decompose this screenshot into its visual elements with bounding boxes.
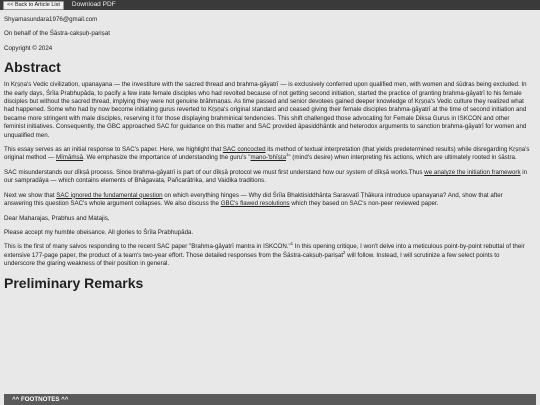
text-span: on which everything hinges — Why did Śrīla Bhaktisiddhānta Sarasvatī Ṭhākura introduce upanayana? And, show that after answering this question SAC's whole argument collapses. We also discuss the [4,191,503,208]
sac-concocted-link[interactable]: SAC concocted [222,146,266,154]
abstract-heading: Abstract [4,59,61,76]
text-span: This is the first of many salvos responding to the recent SAC paper "Brahma-gāyatrī mantra in ISKCON." [4,243,291,251]
mimamsa-link[interactable]: Mīmāṁsā [55,154,84,162]
behalf-line: On behalf of the Śāstra-cakṣuḥ-pariṣat [4,30,110,38]
obeisance-line: Please accept my humble obeisance. All glories to Śrīla Prabhupāda. [4,228,194,236]
text-span: will follow. Instead, I will scrutinize a few select points to underscore the glaring weakness of their position in general. [4,251,500,268]
author-email: Shyamasundara1976@gmail.com [4,16,98,23]
article-content [4,16,532,291]
text-span: " (mind's desire) when interpreting his actions, which are ultimately rooted in śāstra. [288,154,517,162]
abstract-paragraph-1: In Kṛṣṇa's Vedic civilization, upanayana — the investiture with the sacred thread and brahma-gāyatrī — is exclusively conferred upon qualified men, with women and śūdras being excluded. In the early days, Śrīla Prabhupāda, to pacify a few irate female disciples who had revolted because of not getting second initiation, started the practice of granting brahma-gāyatrī to his female disciples but without the sacred thread, implying they were not genuine brāhmaṇas. As time passed and senior devotees gained deeper knowledge of Kṛṣṇa's Vedic culture they realized what had happened. Some who had by now become initiating gurus reverted to Kṛṣṇa's original standard and ceased giving their female disciples brahma-gāyatrī at the time of second initiation and became more stringent with male disciples, reserving it for those displaying brahminical tendencies. This shift challenged those advocating for Female Diksa Gurus in ISKCON and other feminist initiatives. Consequently, the GBC approached SAC for guidance on this matter and SAC provided āpasiddhāntik and heterodox arguments to sanction brahma-gāyatrī for women and unqualified men. [4,81,527,139]
preliminary-remarks-heading: Preliminary Remarks [4,274,144,291]
text-span: SAC misunderstands our dīkṣā process. Since brahma-gāyatrī is part of our dīkṣā protocol we must first understand how our system of dīkṣā works.Thus [4,168,425,176]
copyright-line: Copyright © 2024 [4,44,53,52]
text-span: . We emphasize the importance of understanding the guru's " [83,154,251,162]
abstract-paragraph-3 [4,169,532,186]
initiation-framework-link[interactable]: we analyze the initiation framework [424,168,521,176]
text-span: In this opening critique, I won't delve into a meticulous point-by-point rebuttal of their extensive 177-page paper, the product of a team's two-year effort. Those detailed responses from the Śāstra-cakṣuḥ-pariṣat [4,243,525,259]
text-span: which they based on SAC's non-peer reviewed paper. [289,200,439,208]
footnote-ref[interactable]: 1 [290,241,294,247]
footnotes-toggle[interactable]: ^^ FOOTNOTES ^^ [4,394,536,405]
text-span: Next we show that [4,191,57,199]
abstract-paragraph-4 [4,192,532,209]
text-span: its method of textual interpretation (that yields predetermined results) while disregarding Kṛṣṇa's original method — [4,146,530,162]
abstract-paragraph-2 [4,146,532,163]
gbc-flawed-resolutions-link[interactable]: GBC's flawed resolutions [220,200,290,208]
top-toolbar [0,0,540,10]
text-span: This essay serves as an initial response to SAC's paper. Here, we highlight that [4,146,223,154]
text-span: in our sampradāya — which contains elements of Bhāgavata, Pañcarātrika, and Vaidika traditions. [4,168,528,185]
download-pdf-link[interactable]: Download PDF [71,1,116,8]
mano-abhista-link[interactable]: mano-'bhīṣṭa [250,154,287,162]
salutation: Dear Maharajas, Prabhus and Matajis, [4,214,110,222]
footnote-ref[interactable]: 2 [343,249,346,255]
intro-paragraph [4,243,532,268]
footnote-ref[interactable]: 1 [286,152,289,158]
fundamental-question-link[interactable]: SAC ignored the fundamental question [56,191,163,199]
back-to-article-list-button[interactable]: << Back to Article List [3,1,64,10]
